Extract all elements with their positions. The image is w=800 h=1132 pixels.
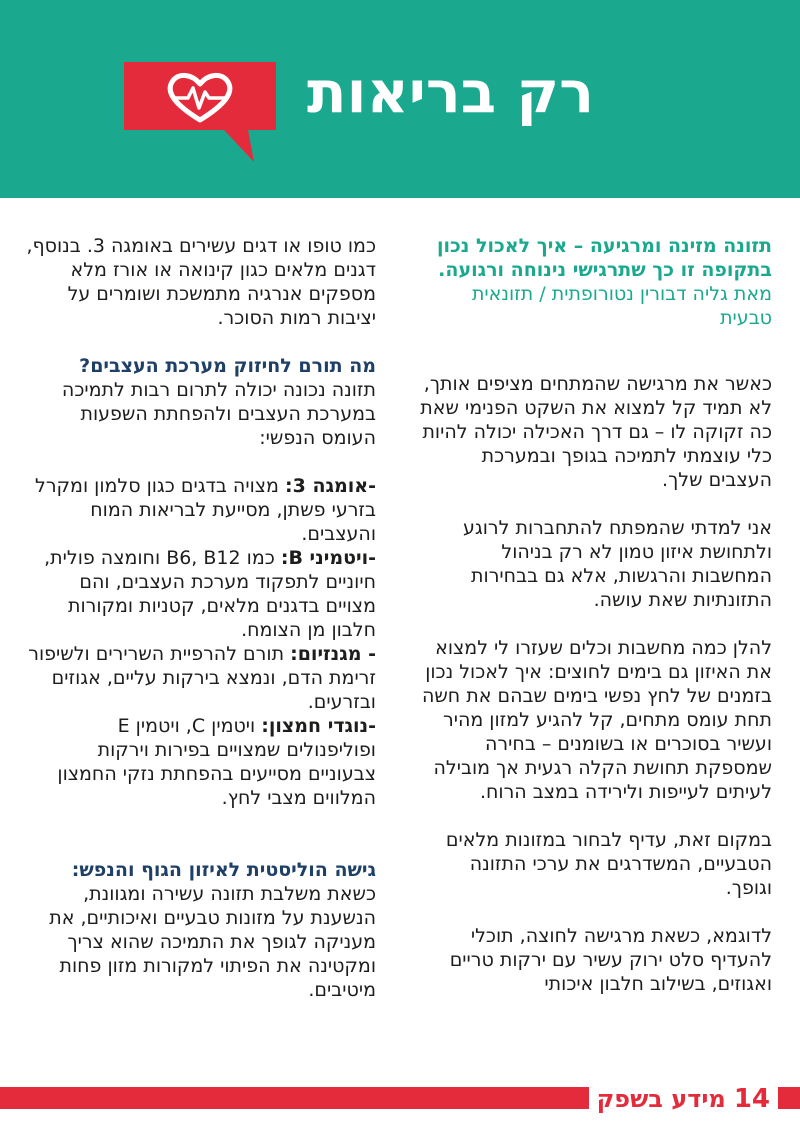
- article-paragraph: לדוגמא, כשאת מרגישה לחוצה, תוכלי להעדיף סלט ירוק עשיר עם ירקות טריים ואגוזים, בשילוב חלבון איכותי: [449, 925, 772, 995]
- page-number: 14: [733, 1084, 770, 1114]
- article-column-right: [420, 234, 772, 996]
- heart-pulse-icon: [124, 62, 276, 162]
- nutrient-item: [24, 714, 376, 810]
- nutrient-label: -נוגדי חמצון:: [261, 715, 376, 737]
- article-headline: תזונה מזינה ומרגיעה – איך לאכול נכון בתקופה זו כך שתרגישי נינוחה ורגועה.: [437, 235, 772, 281]
- nutrient-text: כמו B6, B12 וחומצה פולית, חיוניים לתפקוד מערכת העצבים, והם מצויים בדגנים מלאים, קטניות ומקורות חלבון מן הצומח.: [44, 547, 376, 641]
- nutrient-item: [24, 474, 376, 546]
- page-header: [0, 0, 800, 198]
- article-paragraph: להלן כמה מחשבות וכלים שעזרו לי למצוא את האיזון גם בימים לחוצים: איך לאכול נכון בזמנים של לחץ נפשי בימים שבהם את חשה תחת עומס מתחים, קל להגיע למזון מהיר ועשיר בסוכרים או בשומנים – בחירה שמספקת תחושת הקלה רגעית אך מובילה לעיתים לעייפות ולירידה במצב הרוח.: [421, 637, 772, 803]
- article-column-left: [24, 234, 376, 1002]
- nutrient-item: [24, 546, 376, 642]
- magazine-logo: [589, 1083, 778, 1115]
- nutrient-label: -אומגה 3:: [285, 475, 376, 497]
- article-byline: מאת גליה דבורין נטורופתית / תזונאית טבעית: [471, 283, 772, 329]
- nutrient-text: ויטמין C, ויטמין E ופוליפנולים שמצויים בפירות וירקות צבעוניים מסייעים בהפחתת נזקי החמצון המלווים מצבי לחץ.: [57, 715, 376, 809]
- section-heading: גישה הוליסטית לאיזון הגוף והנפש:: [71, 859, 376, 881]
- nutrient-label: -ויטמיני B:: [280, 547, 376, 569]
- nutrient-text: מצויה בדגים כגון סלמון ומקרל בזרעי פשתן, מסייעת לבריאות המוח והעצבים.: [35, 475, 376, 545]
- article-paragraph: כמו טופו או דגים עשירים באומגה 3. בנוסף, דגנים מלאים כגון קינואה או אורז מלא מספקים אנרגיה מתמשכת ושומרים על יציבות רמות הסוכר.: [26, 235, 376, 329]
- nutrient-label: - מגנזיום:: [290, 643, 376, 665]
- magazine-name: מידע בשפק: [596, 1085, 726, 1113]
- nutrient-item: [24, 642, 376, 714]
- article-paragraph: אני למדתי שהמפתח להתחברות לרוגע ולתחושת איזון טמון לא רק בניהול המחשבות והרגשות, אלא גם בבחירות התזונתיות שאת עושה.: [463, 517, 772, 611]
- section-heading: מה תורם לחיזוק מערכת העצבים?: [79, 355, 376, 377]
- section-text: כשאת משלבת תזונה עשירה ומגוונת, הנשענת על מזונות טבעיים ואיכותיים, את מעניקה לגופך את התמיכה שהוא צריך ומקטינה את הפיתוי למקורות מזון פחות מיטיבים.: [49, 883, 376, 1001]
- section-intro: תזונה נכונה יכולה לתרום רבות לתמיכה במערכת העצבים ולהפחתת השפעות העומס הנפשי:: [61, 379, 376, 449]
- article-paragraph: כאשר את מרגישה שהמתחים מציפים אותך, לא תמיד קל למצוא את השקט הפנימי שאת כה זקוקה לו – גם דרך האכילה יכולה להיות כלי עוצמתי לתמיכה בגופך ובמערכת העצבים שלך.: [420, 373, 772, 491]
- nutrient-text: תורם להרפיית השרירים ולשיפור זרימת הדם, ונמצא בירקות עליים, אגוזים ובזרעים.: [28, 643, 376, 713]
- section-title: רק בריאות: [307, 58, 594, 126]
- article-paragraph: במקום זאת, עדיף לבחור במזונות מלאים הטבעיים, המשדרגים את ערכי התזונה וגופך.: [445, 829, 772, 899]
